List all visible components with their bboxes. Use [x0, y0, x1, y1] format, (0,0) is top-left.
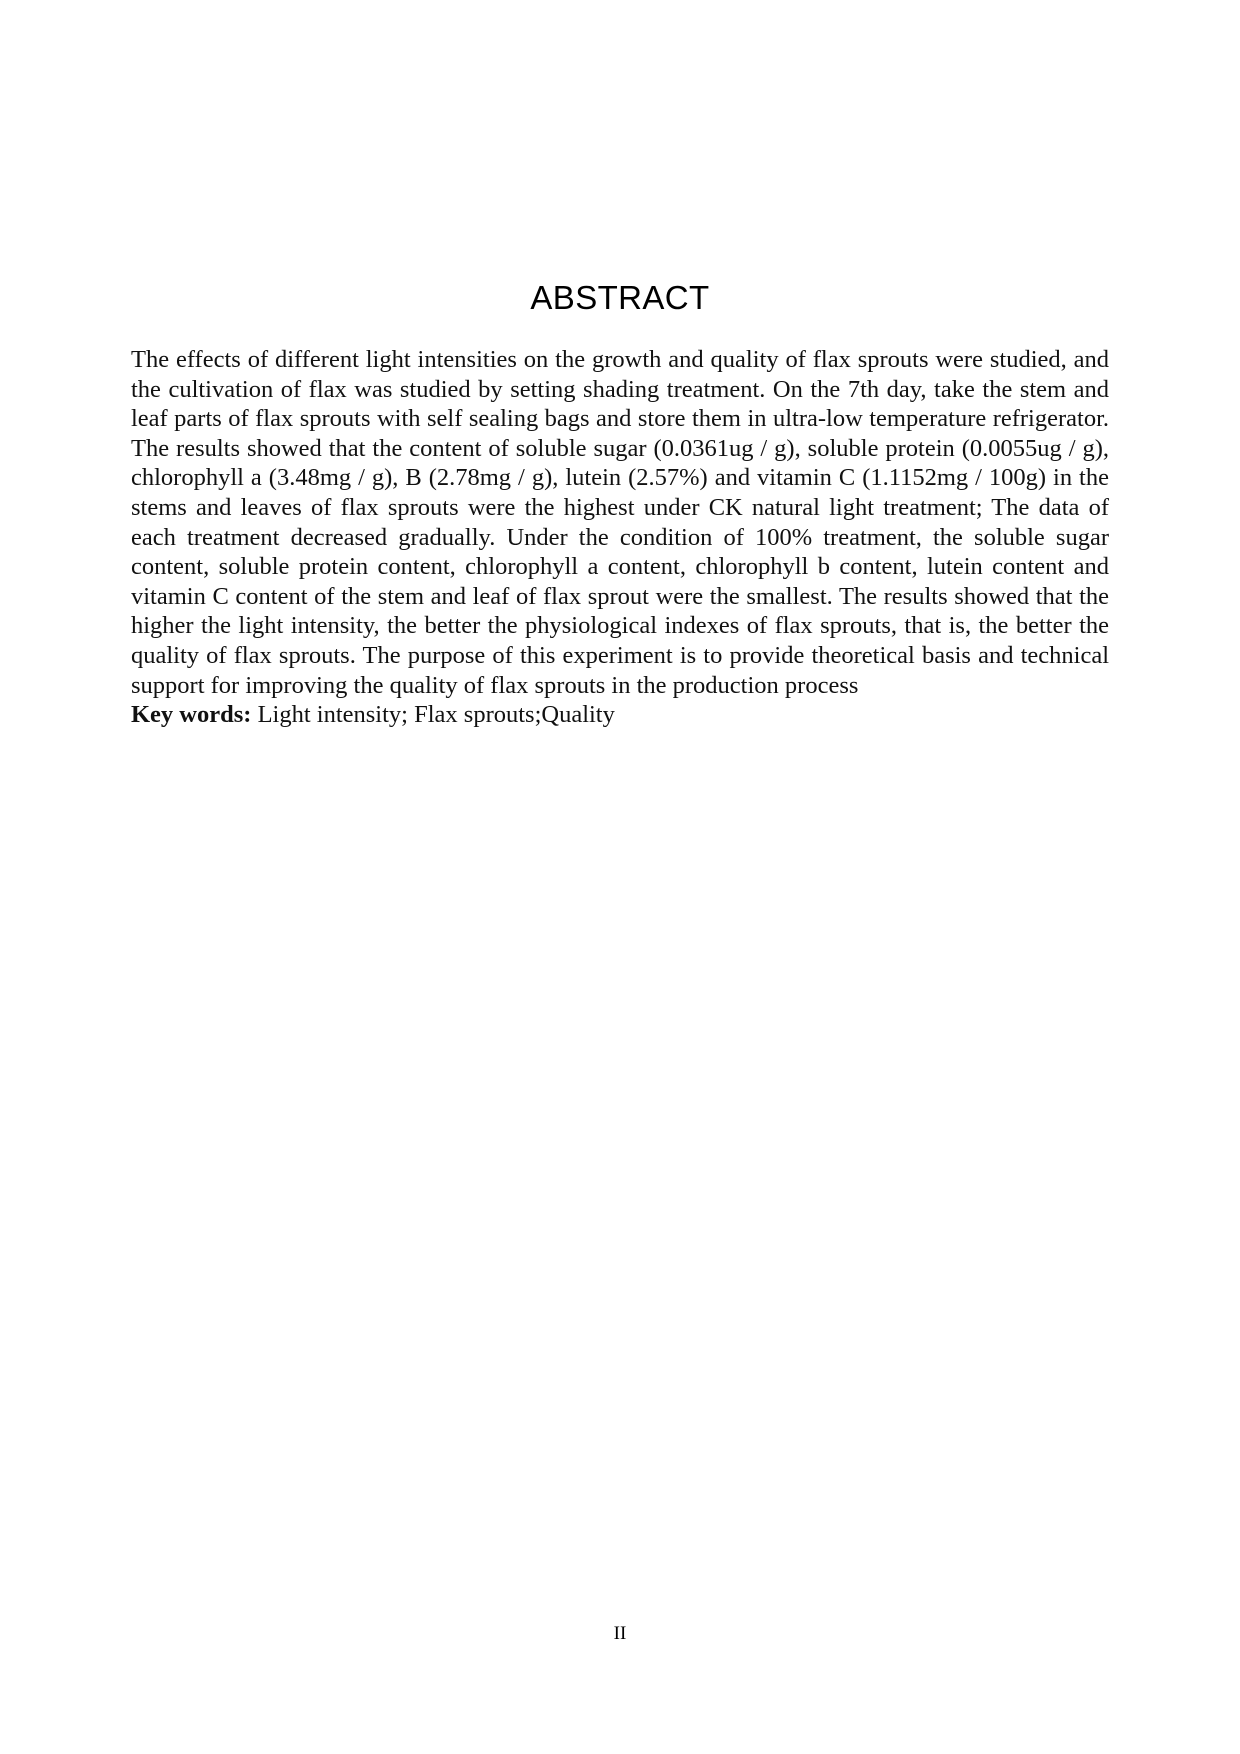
abstract-paragraph: The effects of different light intensities on the growth and quality of flax sprouts were studied, and the cultivation of flax was studied by setting shading treatment. On the 7th day, take the stem and leaf parts of flax sprouts with self sealing bags and store them in ultra-low temperature refrigerator. The results showed that the content of soluble sugar (0.0361ug / g), soluble protein (0.0055ug / g), chlorophyll a (3.48mg / g), B (2.78mg / g), lutein (2.57%) and vitamin C (1.1152mg / 100g) in the stems and leaves of flax sprouts were the highest under CK natural light treatment; The data of each treatment decreased gradually. Under the condition of 100% treatment, the soluble sugar content, soluble protein content, chlorophyll a content, chlorophyll b content, lutein content and vitamin C content of the stem and leaf of flax sprout were the smallest. The results showed that the higher the light intensity, the better the physiological indexes of flax sprouts, that is, the better the quality of flax sprouts. The purpose of this experiment is to provide theoretical basis and technical support for improving the quality of flax sprouts in the production process	[131, 346, 1109, 699]
page-number: II	[613, 1623, 627, 1644]
keywords-label: Key words:	[131, 701, 252, 729]
page-title: ABSTRACT	[530, 279, 710, 317]
abstract-body-block	[131, 345, 1109, 730]
keywords-value: Light intensity; Flax sprouts;Quality	[251, 701, 615, 729]
keywords-line	[131, 700, 1109, 730]
